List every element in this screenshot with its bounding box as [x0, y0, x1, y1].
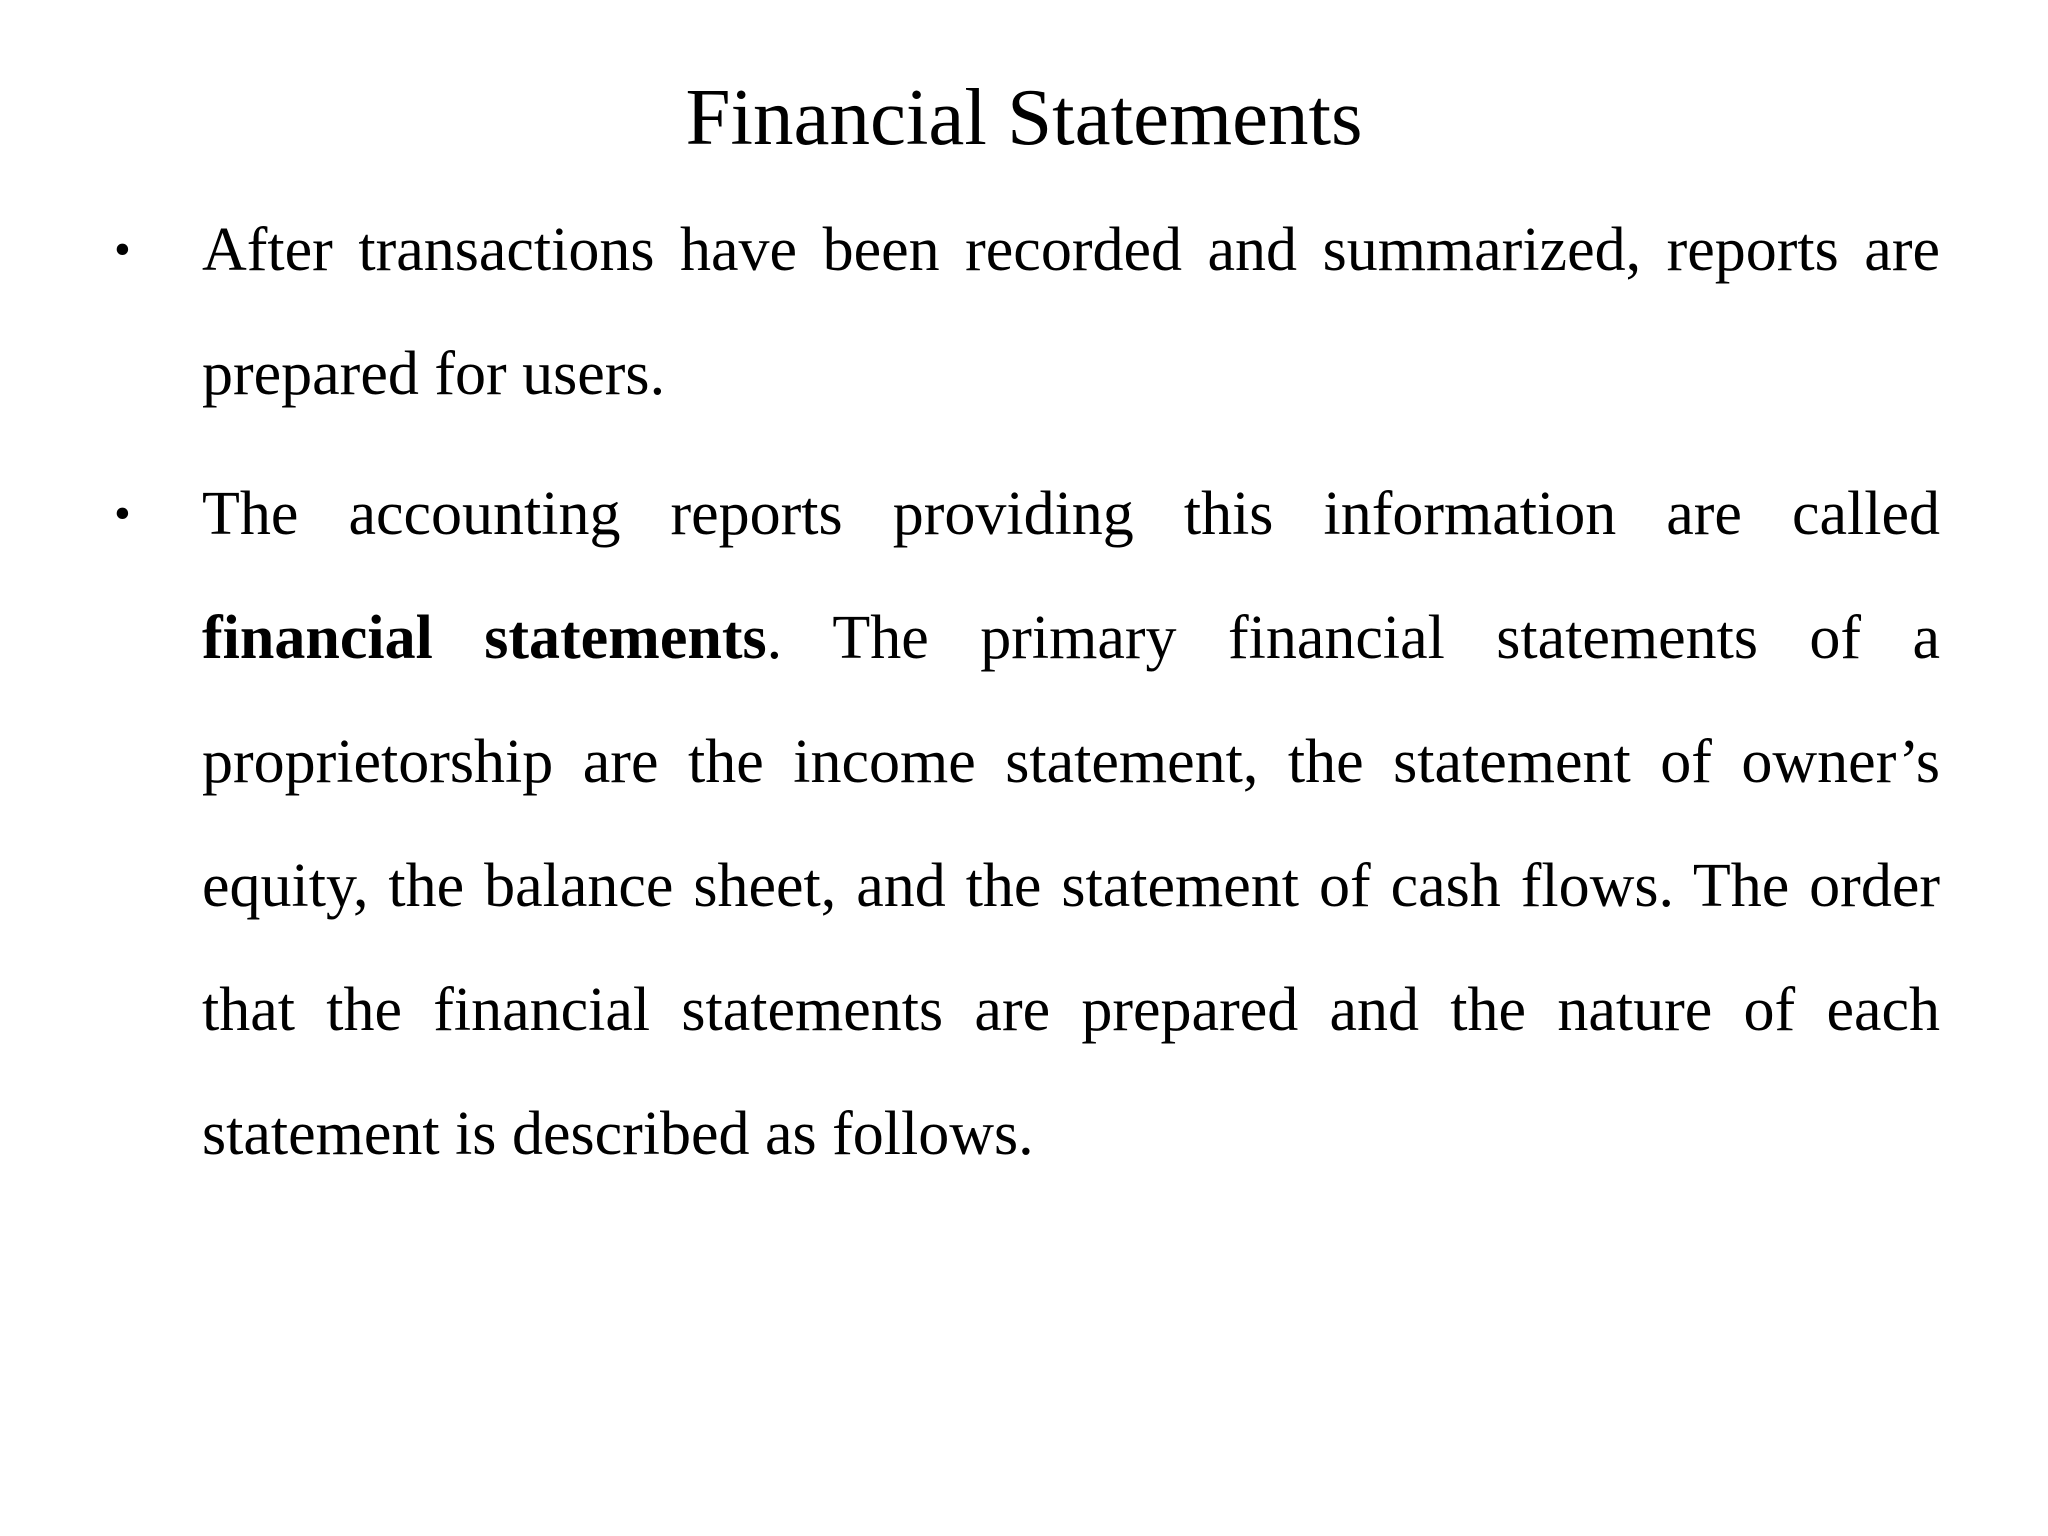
bullet-marker: • — [114, 487, 131, 540]
bullet-item — [110, 188, 1950, 436]
bullet-text: After transactions have been recorded and summarized, reports are prepared for users. — [202, 216, 1940, 408]
bullet-text — [202, 452, 1940, 1196]
bullet-item — [110, 452, 1950, 1196]
bullet-list — [110, 188, 1950, 1212]
bold-term: financial statements — [202, 604, 767, 672]
bullet-text-intro: The accounting reports providing this information are called — [202, 480, 1940, 548]
bullet-marker: • — [114, 223, 131, 276]
slide-title: Financial Statements — [685, 72, 1363, 162]
bullet-text-continued: . The primary financial statements of a proprietorship are the income statement, the statement of owner’s equity, the balance sheet, and the statement of cash flows. The order that the financial statements are prepared and the nature of each statement is described as follows. — [202, 604, 1940, 1168]
